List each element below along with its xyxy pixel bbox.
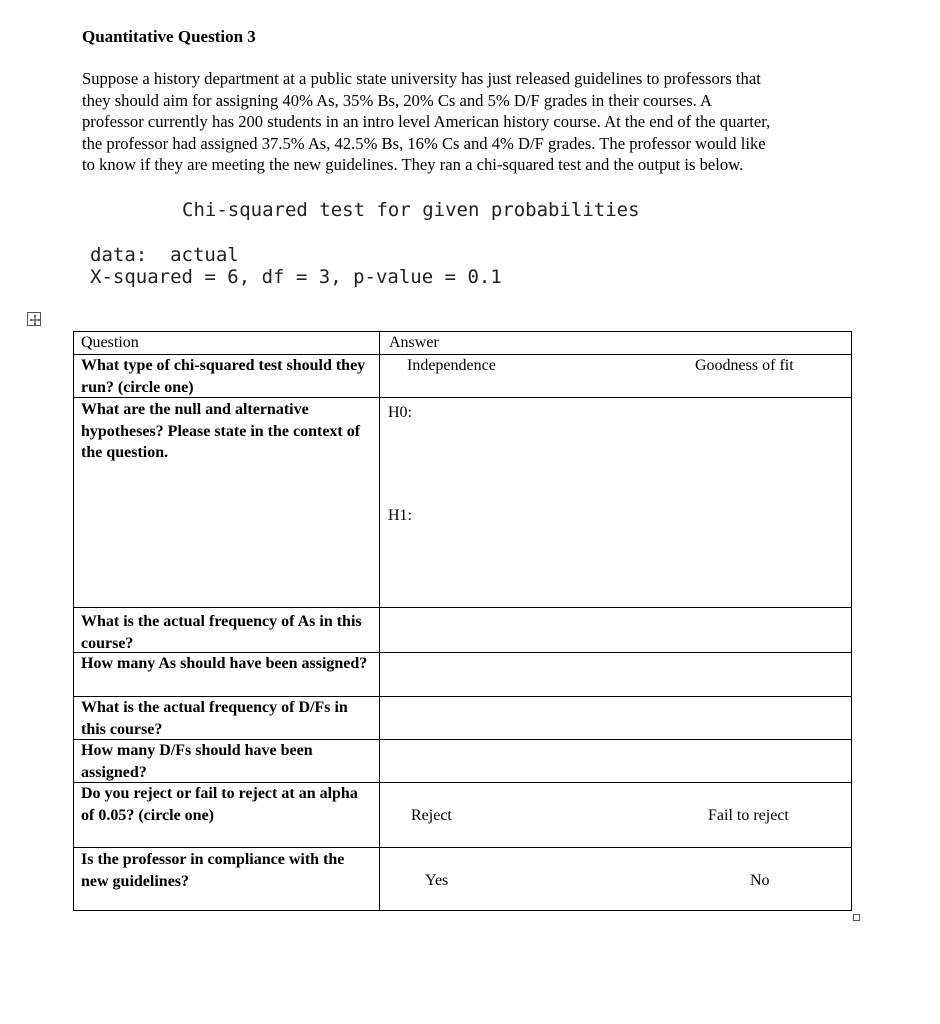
r-output-heading: Chi-squared test for given probabilities — [182, 199, 640, 221]
answer-cell[interactable] — [380, 740, 852, 782]
header-answer: Answer — [389, 334, 439, 351]
answer-cell[interactable] — [380, 697, 852, 739]
question-cell: How many D/Fs should have been assigned? — [81, 742, 313, 781]
header-question: Question — [81, 334, 139, 351]
question-title: Quantitative Question 3 — [82, 27, 256, 46]
h1-label[interactable]: H1: — [388, 507, 412, 524]
question-cell: Is the professor in compliance with the new guidelines? — [81, 851, 345, 890]
r-output-data-line: data: actual — [90, 244, 239, 266]
table-header-row — [74, 332, 851, 354]
table-row — [74, 354, 851, 397]
question-cell: What is the actual frequency of As in this course? — [81, 613, 362, 652]
intro-line: Suppose a history department at a public state university has just released guidelines to professors that — [82, 69, 761, 88]
answer-option[interactable]: Fail to reject — [708, 807, 789, 824]
table-move-handle-icon[interactable] — [27, 312, 41, 326]
table-row — [74, 847, 851, 911]
r-output-stat-line: X-squared = 6, df = 3, p-value = 0.1 — [90, 266, 502, 288]
intro-line: the professor had assigned 37.5% As, 42.5% Bs, 16% Cs and 4% D/F grades. The professor would like — [82, 133, 766, 153]
question-cell: What are the null and alternative hypotheses? Please state in the context of the question. — [81, 401, 361, 461]
table-row — [74, 696, 851, 739]
answer-cell[interactable] — [380, 653, 852, 696]
question-cell: How many As should have been assigned? — [81, 655, 368, 672]
question-cell: What is the actual frequency of D/Fs in this course? — [81, 699, 348, 738]
qa-table — [73, 331, 852, 911]
h0-label[interactable]: H0: — [388, 404, 412, 421]
intro-line: professor currently has 200 students in an intro level American history course. At the end of the quarter, — [82, 112, 771, 132]
answer-option[interactable]: Reject — [411, 807, 452, 824]
intro-paragraph — [82, 68, 857, 176]
table-row — [74, 782, 851, 847]
answer-option[interactable]: Yes — [425, 872, 449, 889]
intro-line: they should aim for assigning 40% As, 35% Bs, 20% Cs and 5% D/F grades in their courses. A — [82, 90, 713, 110]
question-cell: What type of chi-squared test should they run? (circle one) — [81, 357, 366, 396]
table-resize-handle[interactable] — [853, 914, 860, 921]
table-row — [74, 652, 851, 696]
question-cell: Do you reject or fail to reject at an alpha of 0.05? (circle one) — [81, 785, 358, 824]
table-row — [74, 739, 851, 782]
answer-option[interactable]: Independence — [407, 357, 496, 374]
intro-line: to know if they are meeting the new guidelines. They ran a chi-squared test and the output is below. — [82, 155, 744, 175]
answer-option[interactable]: Goodness of fit — [695, 357, 794, 374]
answer-option[interactable]: No — [750, 872, 770, 889]
table-row — [74, 607, 851, 652]
table-row — [74, 397, 851, 607]
answer-cell[interactable] — [380, 608, 852, 652]
